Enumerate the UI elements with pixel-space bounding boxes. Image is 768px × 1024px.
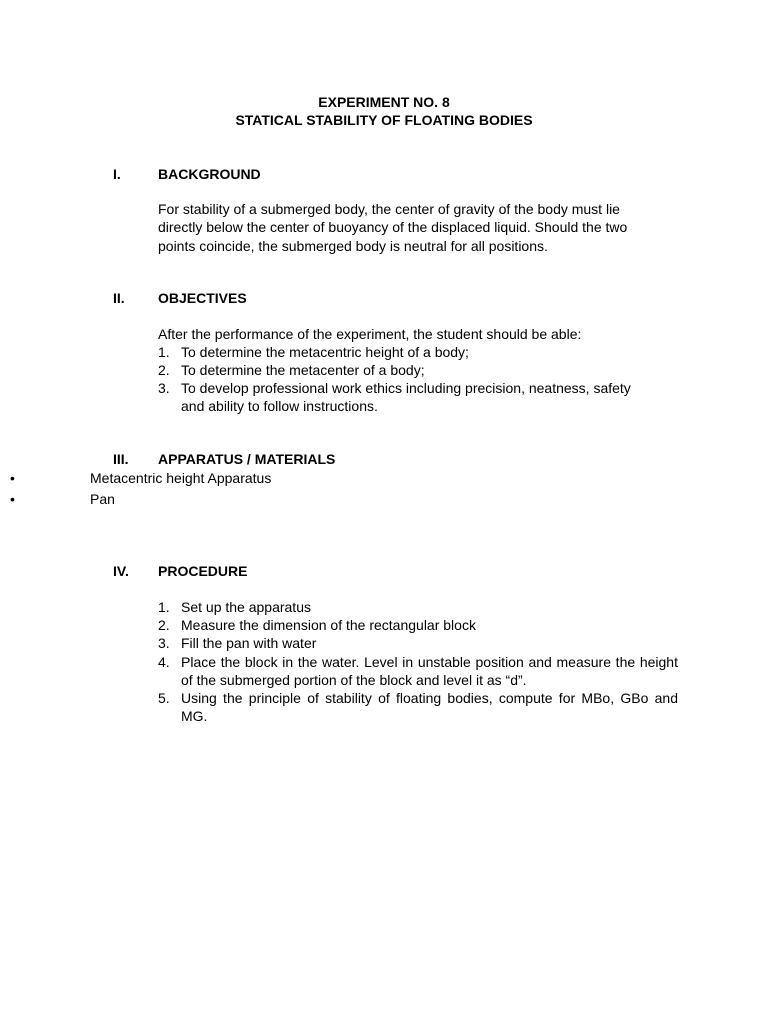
- apparatus-item: Metacentric height Apparatus: [90, 470, 272, 486]
- procedure-step-text: Using the principle of stability of floating bodies, compute for MBo, GBo and MG.: [181, 690, 678, 725]
- procedure-step: [158, 598, 678, 616]
- section-heading-background: BACKGROUND: [158, 166, 261, 182]
- bullet-icon: •: [10, 491, 15, 507]
- procedure-step-number: 4.: [158, 653, 170, 670]
- procedure-step-text: Set up the apparatus: [181, 599, 311, 615]
- procedure-step: [158, 616, 678, 634]
- bullet-icon: •: [10, 470, 15, 486]
- objective-text: To develop professional work ethics including precision, neatness, safety: [181, 380, 631, 396]
- background-line-3: points coincide, the submerged body is neutral for all positions.: [158, 238, 548, 254]
- procedure-list: [158, 598, 678, 725]
- procedure-step-number: 3.: [158, 635, 170, 652]
- objective-text-continued: and ability to follow instructions.: [181, 398, 378, 414]
- objectives-intro: After the performance of the experiment, the student should be able:: [158, 326, 582, 342]
- procedure-step: [158, 634, 678, 652]
- apparatus-item: Pan: [90, 491, 115, 507]
- objective-number: 1.: [158, 344, 170, 360]
- objective-number: 2.: [158, 362, 170, 378]
- procedure-step-number: 1.: [158, 599, 170, 615]
- section-heading-objectives: OBJECTIVES: [158, 290, 247, 306]
- procedure-step-number: 2.: [158, 617, 170, 634]
- objective-text: To determine the metacenter of a body;: [181, 362, 425, 378]
- section-numeral-background: I.: [113, 166, 121, 182]
- procedure-step: [158, 689, 678, 725]
- procedure-step-number: 5.: [158, 690, 170, 707]
- document-subtitle: STATICAL STABILITY OF FLOATING BODIES: [235, 112, 533, 128]
- background-line-1: For stability of a submerged body, the center of gravity of the body must lie: [158, 201, 620, 217]
- document-title: EXPERIMENT NO. 8: [318, 94, 450, 110]
- section-heading-procedure: PROCEDURE: [158, 563, 248, 579]
- procedure-step-text: Fill the pan with water: [181, 635, 317, 652]
- section-numeral-objectives: II.: [113, 290, 125, 306]
- section-numeral-procedure: IV.: [113, 563, 129, 579]
- section-heading-apparatus: APPARATUS / MATERIALS: [158, 451, 336, 467]
- procedure-step-text: Measure the dimension of the rectangular block: [181, 617, 476, 634]
- section-numeral-apparatus: III.: [113, 451, 129, 467]
- procedure-step-text: Place the block in the water. Level in unstable position and measure the height of the submerged portion of the block and level it as “d”.: [181, 653, 678, 688]
- objective-number: 3.: [158, 380, 170, 396]
- objective-text: To determine the metacentric height of a body;: [181, 344, 469, 360]
- background-line-2: directly below the center of buoyancy of the displaced liquid. Should the two: [158, 219, 628, 235]
- procedure-step: [158, 653, 678, 689]
